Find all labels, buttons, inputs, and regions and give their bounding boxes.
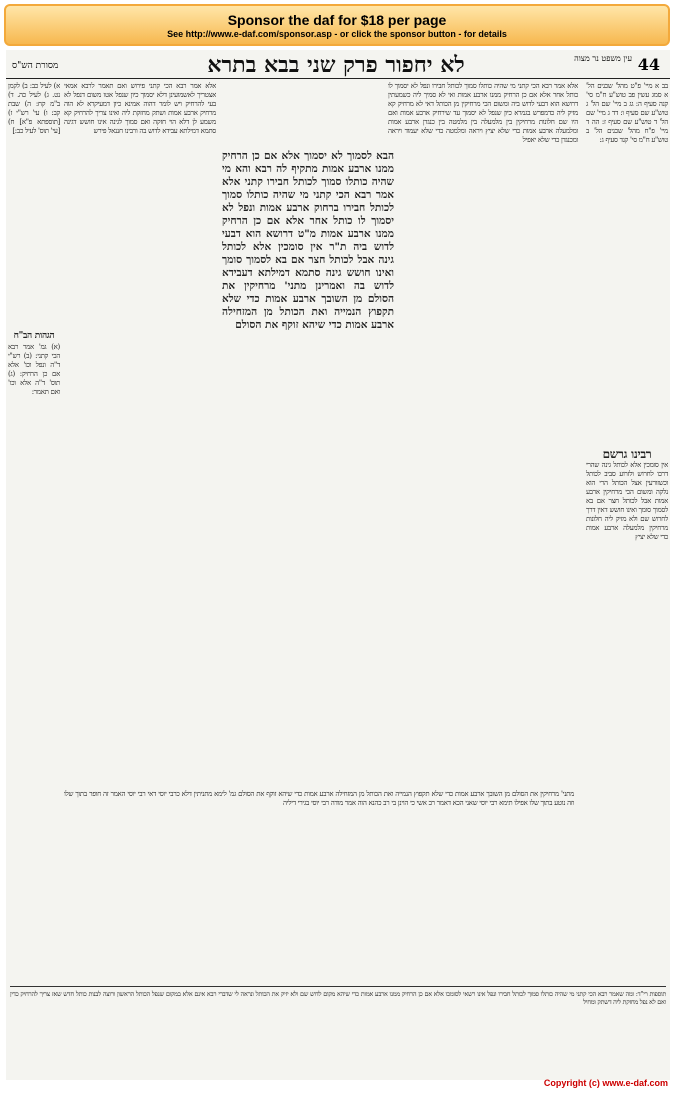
sponsor-title[interactable]: Sponsor the daf for $18 per page — [227, 12, 447, 28]
gemara-column — [222, 150, 394, 780]
copyright-notice[interactable]: Copyright (c) www.e-daf.com — [543, 1078, 668, 1088]
footer-notes-text: תוספות רי"ד: ומה שאמר רבא הכי קתני מי שהיה כותלו סמוך לכותל חבירו ונפל אינו רשאי לסומכו אלא אם כן הרחיק ממנו ארבע אמות כדי שיהא מקום לדוש שם ולא יזיק את הכותל ונראה לי שדברי רבא אינם אלא במקום שנפל הכותל הראשון ורוצה לבנות כותל חדש שאז צריך להרחיק כדין ואם לא נפל מחזקת ליה דשתק ומחיל — [10, 990, 666, 1006]
ein-mishpat-column — [586, 82, 668, 442]
rashi-text: אלא אמר רבא הכי קתני מי שהיה כותלו סמוך לכותל חבירו ונפל לא יסמוך לו כותל אחר אלא אם כן הרחיק ממנו ארבע אמות ואי לא סמיך ליה כשמעתין דרושא הוא דבעי לדוש ביה ומשום הכי מרחיקין מן הכותל דאי לא מרחיק קא מזיק ליה כדמפרש בגמרא כיון שנפל לא יסמוך עד שירחיק ארבע אמות ואם היו שם חלונות מרחיקין בין מלמעלה בין מלמטה בין כנגדן ארבע אמות ומלמעלה ארבע אמות כדי שלא יציץ ויראה ומלמטה כדי שלא יעמוד ויראה ומכנגדן כדי שלא יאפיל — [388, 82, 578, 144]
running-title: לא יחפור פרק שני בבא בתרא — [207, 52, 465, 78]
page-number: 44 — [637, 55, 660, 74]
hagahot-column — [8, 330, 60, 660]
sponsor-banner[interactable] — [4, 4, 670, 46]
sponsor-subtitle[interactable]: See http://www.e-daf.com/sponsor.asp - or click the sponsor button - for details — [167, 29, 507, 39]
ein-mishpat-header: עין משפט נר מצוה — [574, 54, 632, 63]
masoret-hashas-text: א) לעיל כב: ב) לקמן נט. ג) לעיל כה. ד) ב"מ קח: ה) שבת קב: ו) עי' רש"י ז) [תוספתא פ"א] ח) [עי' תוס' לעיל כב:] — [8, 82, 60, 135]
lower-commentary-text: מתני' מרחיקין את הסולם מן השובך ארבע אמות כדי שלא תקפוץ הנמייה ואת הכותל מן המזחילה ארבע אמות כדי שיהא זוקף את הסולם גמ' לימא מתניתין דלא כרבי יוסי דאי רבי יוסי האמר זה חופר בתוך שלו וזה נוטע בתוך שלו אפילו תימא רבי יוסי שאני הכא דאמר רב אשי כי הוינן בי רב כהנא הוה אמר מודה רבי יוסי בגירי דיליה — [64, 790, 574, 807]
footer-notes — [10, 990, 666, 1076]
tosafot-text: אלא אמר רבא הכי קתני פירוש ואם תאמר לרבא אמאי אצטריך לאשמועינן דלא יסמוך כיון שנפל אטו משום דנפל לא בעי להרחיק ויש לומר דהוה אמינא כיון דמעיקרא לא הוה מרחיק ארבע אמות ושתק מחזקת ליה ואינו צריך להרחיק קא משמע לן דלא הוי חזקה ואם סמוך לגינה אינו חושש דגינה סתמא דמילתא עבידא לדוש בה ורבינו חננאל פירש — [64, 82, 216, 135]
rashi-column — [388, 82, 578, 782]
lower-commentary — [64, 790, 574, 980]
talmud-page — [6, 50, 670, 1080]
rabbeinu-gershom-text: אין סומכין אלא לכותל גינה שהרי דרכו לחרוש ולזרוע סביב לכותל וכשזורעין אצל הכותל הרי הוא נלקה ומשום הכי מרחיקין ארבע אמות אבל לכותל חצר אם בא לסמוך סומך ואינו חושש דאין דרך לחרוש שם ולא מזיק ליה חלונות מרחיקין מלמעלה ארבע אמות כדי שלא יציץ — [586, 461, 668, 541]
rabbeinu-gershom-label: רבינו גרשם — [602, 448, 652, 461]
masoret-hashas-header: מסורת הש"ס — [12, 61, 59, 71]
rabbeinu-gershom-column — [586, 448, 668, 1008]
hagahot-label: הגהות הב"ח — [13, 331, 55, 341]
masoret-hashas-column — [8, 82, 60, 322]
gemara-text: הבא לסמוך לא יסמוך אלא אם כן הרחיק ממנו ארבע אמות מתקיף לה רבא והא מי שהיה כותלו סמוך לכותל חבירו קתני אלא אמר רבא הכי קתני מי שהיה כותלו סמוך לכותל חבירו ברחוק ארבע אמות ונפל לא יסמוך לו כותל אחר אלא אם כן הרחיק ממנו ארבע אמות מ"ט דרושא הוא דבעי לדוש ביה ת"ר אין סומכין אלא לכותל גינה אבל לכותל חצר אם בא לסמוך סומך ואינו חושש גינה סתמא דמילתא דעבידא לדוש בה ואמרינן מתני' מרחיקין את הסולם מן השובך ארבע אמות כדי שלא תקפוץ הנמייה ואת הכותל מן המזחילה ארבע אמות כדי שיהא זוקף את הסולם — [222, 150, 394, 331]
footer-divider — [10, 986, 666, 987]
tosafot-column — [64, 82, 216, 782]
page-header — [6, 52, 670, 79]
hagahot-text: (א) גמ' אמר רבא הכי קתני: (ב) רש"י ד"ה ונפל וכו' אלא אם כן הרחיק: (ג) תוס' ד"ה אלא וכו' ואם תאמר: — [8, 343, 60, 396]
ein-mishpat-text: בב א מיי' פ"ט מהל' שכנים הל' א סמג עשין פב טוש"ע ח"מ סי' קנה סעיף ה: גג ב מיי' שם הל' ג טוש"ע שם סעיף ו: דד ג מיי' שם הל' ד טוש"ע שם סעיף ז: הה ד מיי' פ"ח מהל' שכנים הל' ב טוש"ע ח"מ סי' קנד סעיף ג: — [586, 82, 668, 144]
